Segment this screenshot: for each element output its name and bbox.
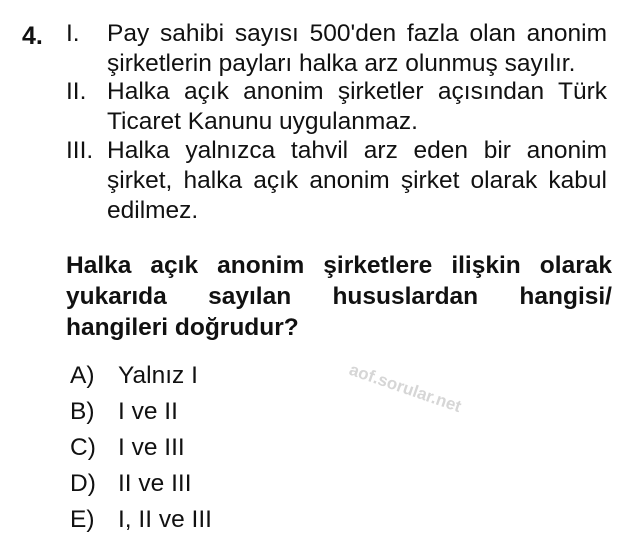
option-text: I ve II <box>118 398 178 425</box>
statement-text: Halka açık anonim şirketler açısından Türk Ticaret Kanunu uygulanmaz. <box>107 78 607 135</box>
option-label: A) <box>70 362 95 389</box>
option-text: II ve III <box>118 470 192 497</box>
option-label: E) <box>70 506 95 533</box>
option-label: C) <box>70 434 96 461</box>
option-label: D) <box>70 470 96 497</box>
statement-roman: I. <box>66 20 80 47</box>
statement-text: Halka yalnızca tahvil arz eden bir anonim şirket, halka açık anonim şirket olarak kabul edilmez. <box>107 137 607 224</box>
option-text: I, II ve III <box>118 506 212 533</box>
watermark-center: aof.sorular.net <box>346 360 464 417</box>
option-text: Yalnız I <box>118 362 198 389</box>
statement-roman: III. <box>66 137 94 164</box>
statement-roman: II. <box>66 78 87 105</box>
option-label: B) <box>70 398 95 425</box>
option-text: I ve III <box>118 434 185 461</box>
question-number: 4. <box>22 22 43 50</box>
question-prompt: Halka açık anonim şirketlere ilişkin olarak yukarıda sayılan hususlardan hangisi/ hangileri doğrudur? <box>66 252 612 341</box>
statement-text: Pay sahibi sayısı 500'den fazla olan anonim şirketlerin payları halka arz olunmuş sayılır. <box>107 20 607 77</box>
